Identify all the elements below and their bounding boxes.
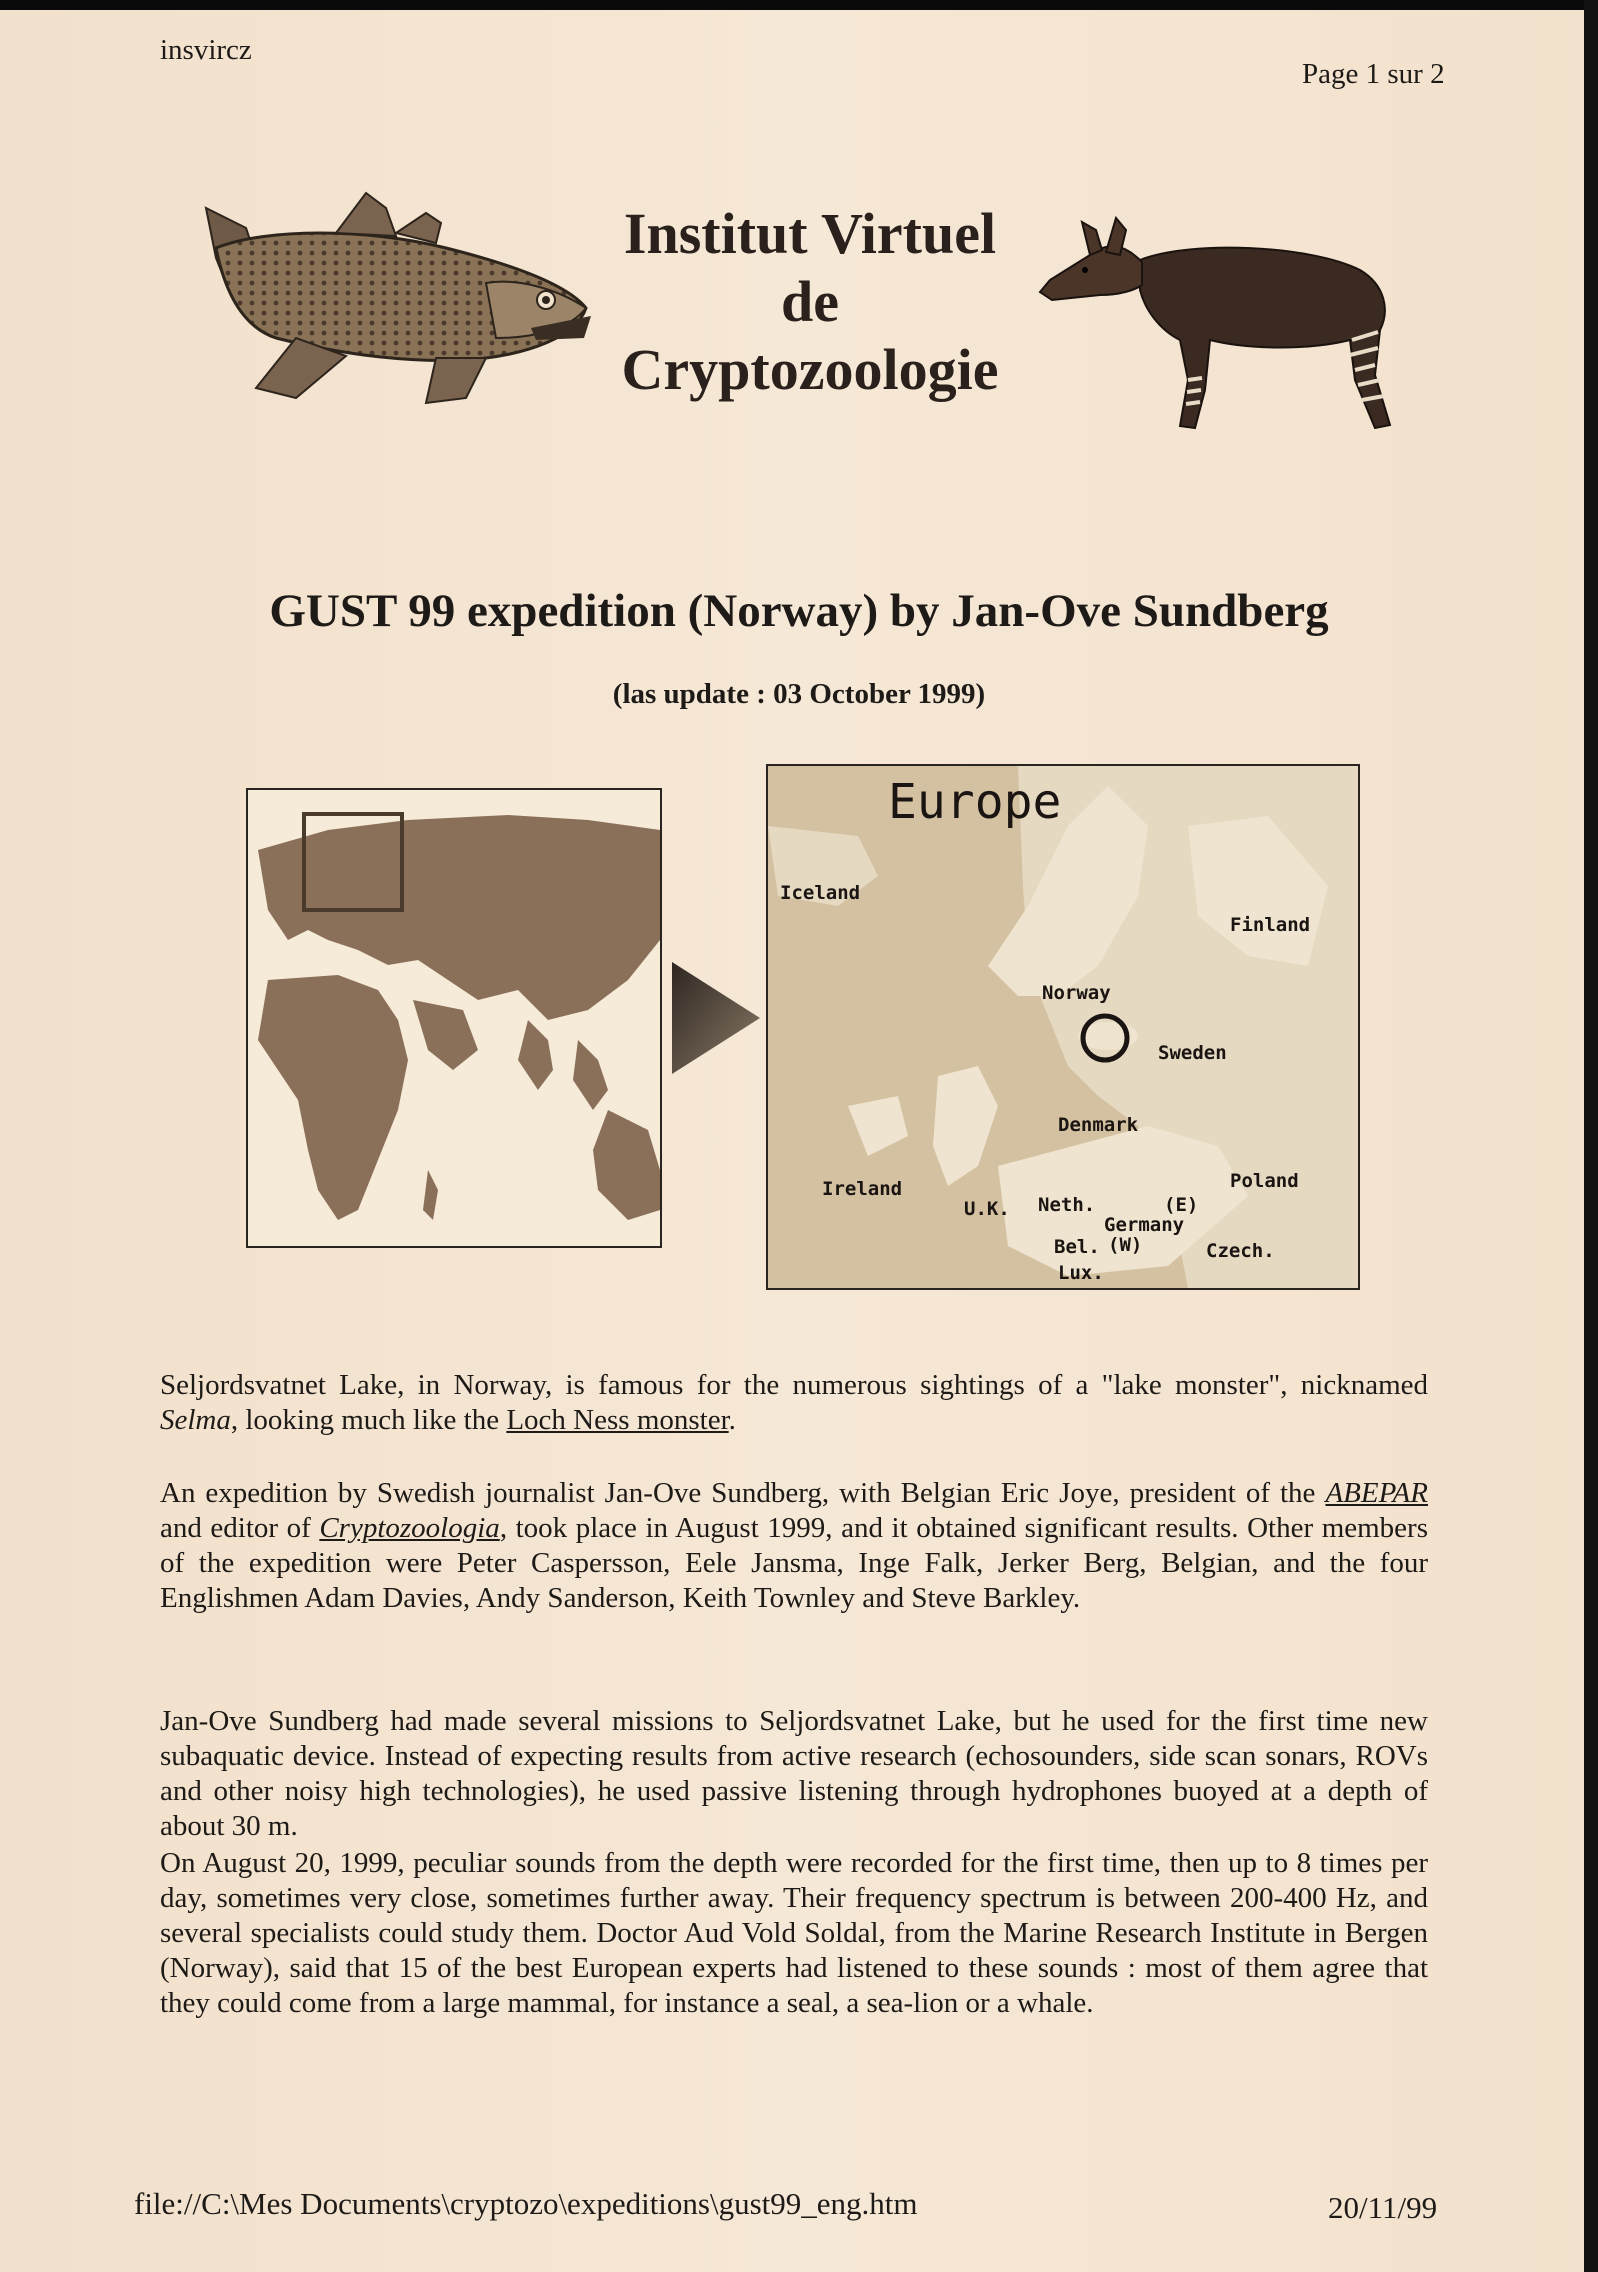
europe-map <box>766 764 1360 1290</box>
institute-title <box>560 200 1060 404</box>
p4-text: On August 20, 1999, peculiar sounds from the depth were recorded for the first time, then up to 8 times per day, sometimes very close, sometimes further away. Their frequency spectrum is between 200-400 Hz, and several specialists could study them. Doctor Aud Vold Soldal, from the Marine Research Institute in Bergen (Norway), said that 15 of the best European experts had listened to these sounds : most of them agree that they could come from a large mammal, for instance a seal, a sea-lion or a whale. <box>160 1847 1428 2019</box>
scan-edge-right <box>1584 0 1598 2272</box>
abepar-link[interactable]: ABEPAR <box>1325 1477 1428 1509</box>
institute-title-line3: Cryptozoologie <box>621 337 999 402</box>
p2-text-a: An expedition by Swedish journalist Jan-Ove Sundberg, with Belgian Eric Joye, president of the <box>160 1477 1326 1509</box>
scan-edge-top <box>0 0 1598 10</box>
okapi-illustration <box>1030 200 1430 440</box>
site-code: insvircz <box>160 34 252 66</box>
label-luxembourg: Lux. <box>1058 1262 1104 1284</box>
cryptozoologia-link[interactable]: Cryptozoologia <box>319 1512 500 1544</box>
label-netherlands: Neth. <box>1038 1194 1096 1216</box>
label-czech: Czech. <box>1206 1240 1275 1262</box>
selma-name: Selma <box>160 1404 231 1436</box>
label-finland: Finland <box>1230 914 1311 936</box>
paragraph-1 <box>160 1368 1428 1438</box>
label-sweden: Sweden <box>1158 1042 1227 1064</box>
p1-text-b: , looking much like the <box>230 1404 507 1436</box>
print-date: 20/11/99 <box>1328 2190 1438 2225</box>
label-germany: Germany <box>1104 1214 1185 1236</box>
label-east: (E) <box>1164 1194 1199 1216</box>
paragraph-3 <box>160 1704 1428 1844</box>
label-poland: Poland <box>1230 1170 1299 1192</box>
label-ireland: Ireland <box>822 1178 903 1200</box>
paragraph-4 <box>160 1846 1428 2021</box>
pointer-arrow <box>668 958 764 1078</box>
europe-map-title: Europe <box>888 774 1062 830</box>
label-west: (W) <box>1108 1234 1143 1256</box>
label-iceland: Iceland <box>780 882 861 904</box>
paragraph-2 <box>160 1476 1428 1616</box>
file-path: file://C:\Mes Documents\cryptozo\expeditions\gust99_eng.htm <box>134 2186 918 2221</box>
last-update: (las update : 03 October 1999) <box>612 678 986 710</box>
label-norway: Norway <box>1042 982 1111 1004</box>
p2-text-c: , took place in August 1999, and it obtained significant results. Other members of the expedition were Peter Caspersson, Eele Jansma, Inge Falk, Jerker Berg, Belgian, and the four Englishmen Adam Davies, Andy Sanderson, Keith Townley and Steve Barkley. <box>160 1512 1428 1614</box>
coelacanth-illustration <box>186 188 596 418</box>
label-denmark: Denmark <box>1058 1114 1139 1136</box>
institute-title-line2: de <box>781 269 839 334</box>
institute-title-line1: Institut Virtuel <box>623 201 997 266</box>
p2-text-b: and editor of <box>160 1512 320 1544</box>
page-indicator: Page 1 sur 2 <box>1302 58 1445 90</box>
article-title: GUST 99 expedition (Norway) by Jan-Ove Sundberg <box>269 585 1329 637</box>
p1-text-c: . <box>728 1404 736 1436</box>
loch-ness-link[interactable]: Loch Ness monster <box>506 1404 729 1436</box>
p1-text-a: Seljordsvatnet Lake, in Norway, is famous for the numerous sightings of a "lake monster", nicknamed <box>160 1369 1428 1401</box>
p3-text: Jan-Ove Sundberg had made several missions to Seljordsvatnet Lake, but he used for the first time new subaquatic device. Instead of expecting results from active research (echosounders, side scan sonars, ROVs and other noisy high technologies), he used passive listening through hydrophones buoyed at a depth of about 30 m. <box>160 1705 1428 1842</box>
label-belgium: Bel. <box>1054 1236 1100 1258</box>
world-map <box>246 788 662 1248</box>
label-uk: U.K. <box>964 1198 1010 1220</box>
